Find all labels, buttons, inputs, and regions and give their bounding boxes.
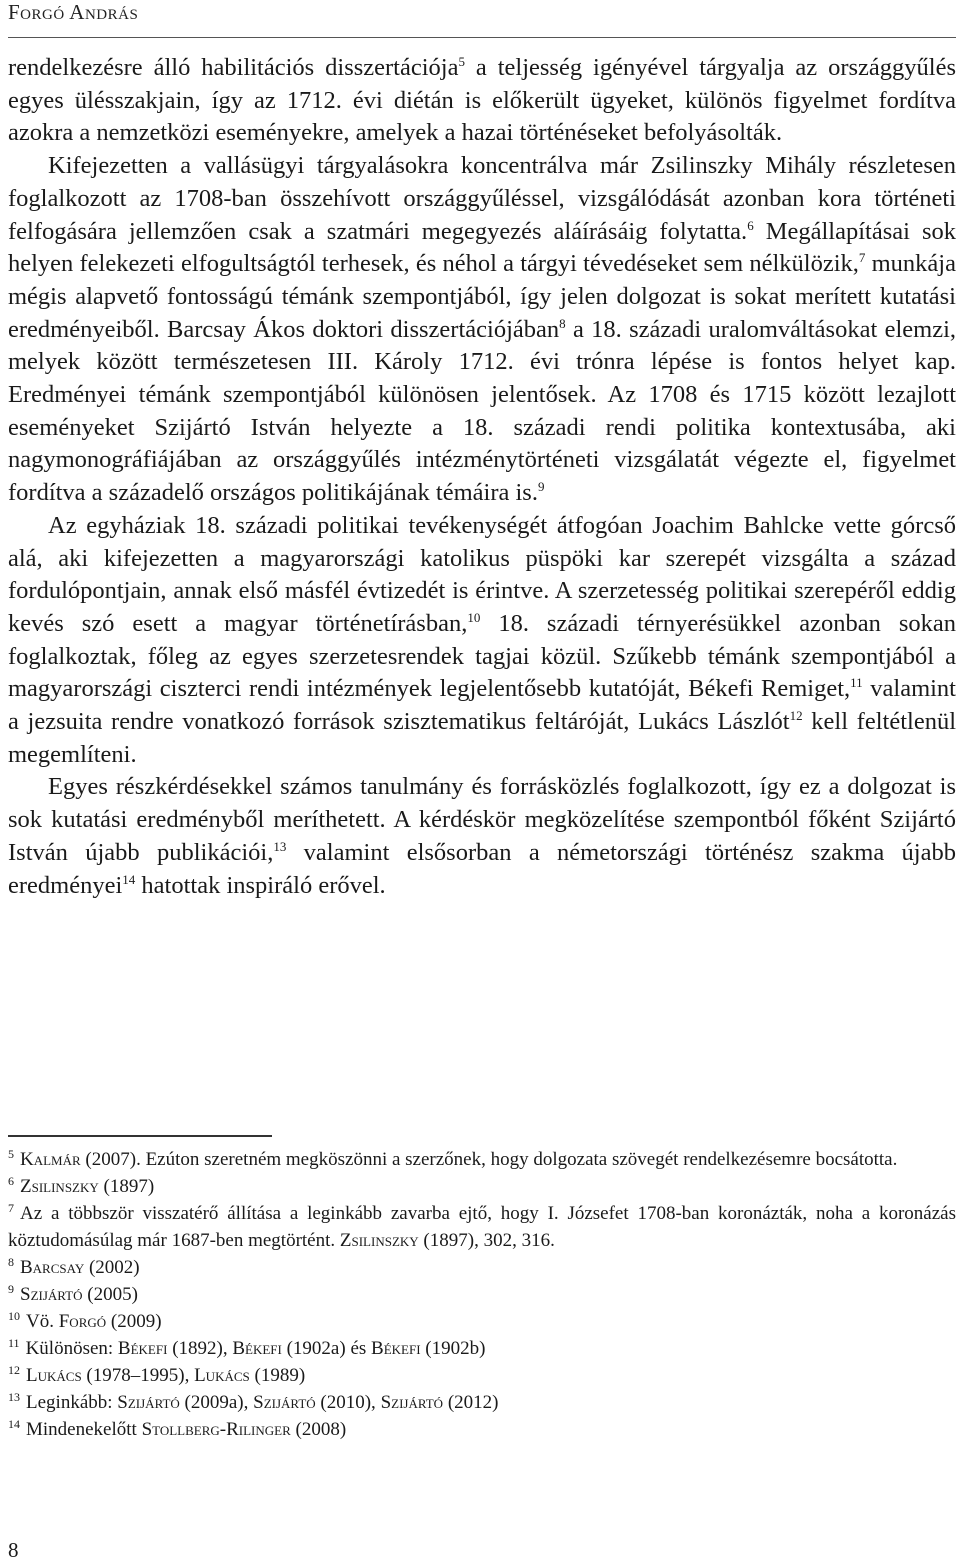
cited-author: Szijártó [380,1392,444,1413]
footnote-9 [8,1281,956,1308]
footnote-ref-11[interactable]: 11 [850,675,863,691]
footnote-ref-8[interactable]: 8 [559,315,566,331]
text-run: Megállapításai sok helyen felekezeti elfogultságtól terhesek, és néhol a tárgyi tévedéseket sem nélkülözik, [8,217,956,278]
footnote-ref-5[interactable]: 5 [458,53,465,69]
footnote-text: Leginkább: [26,1392,118,1413]
footnote-text: (1892), [167,1338,233,1359]
main-text [8,52,956,902]
footnote-text: (2007). Ezúton szeretném megköszönni a szerzőnek, hogy dolgozata szövegét rendelkezésemre bocsátotta. [80,1149,898,1170]
text-run: a teljesség igényével tárgyalja az országgyűlés egyes ülésszakjain, így az 1712. évi diétán is előkerült ügyeket, különös figyelmet fordítva azokra a nemzetközi eseményekre, amelyek a hazai történéseket befolyásolták. [8,54,956,147]
text-run: a 18. századi uralomváltásokat elemzi, melyek között természetesen III. Károly 1712. évi trónra lépése is fontos helyet kap. Eredményei témánk szempontjából különösen jelentősek. Az 1708 és 1715 között lezajlott eseményeket Szijártó István helyezte a 18. századi rendi politika kontextusába, aki nagymonográfiájában az országgyűlés intézménytörténeti vizsgálatát végezte el, figyelmet fordítva a századelő országos politikájának témáira is. [8,315,956,507]
cited-author: Kalmár [20,1149,81,1170]
text-run: rendelkezésre álló habilitációs disszertációja [8,54,459,81]
footnote-text: (2012) [443,1392,499,1413]
cited-author: Lukács [194,1365,250,1386]
cited-author: Szijártó [20,1284,83,1305]
header-rule [8,37,956,38]
footnote-number: 8 [8,1254,14,1269]
footnote-number: 13 [8,1389,20,1404]
footnote-text: (2008) [290,1419,347,1440]
footnote-ref-7[interactable]: 7 [858,250,866,266]
footnote-ref-6[interactable]: 6 [747,217,754,233]
footnote-text: (2005) [82,1284,138,1305]
footnote-8 [8,1254,956,1281]
footnote-text: (2002) [84,1257,140,1278]
cited-author: Békefi [232,1338,282,1359]
footnote-text: Mindenekelőtt [26,1419,142,1440]
text-run: Egyes részkérdésekkel számos tanulmány és forrásközlés foglalkozott, így ez a dolgozat is sok kutatási eredményből meríthetett. A kérdéskör megközelítése szempontból főként Szijártó István újabb publikációi, [8,773,956,866]
footnote-11 [8,1335,956,1362]
cited-author: Zsilinszky [20,1176,99,1197]
footnote-ref-14[interactable]: 14 [122,871,136,887]
text-run: Az egyháziak 18. századi politikai tevékenységét átfogóan Joachim Bahlcke vette górcső alá, aki kifejezetten a magyarországi katolikus püspöki kar szerepét vizsgálta a század fordulópontjain, annak első másfél évtizedét is érintve. A szerzetesség politikai szerepéről eddig kevés szó esett a magyar történetírásban, [8,511,956,637]
cited-author: Lukács [26,1365,82,1386]
footnote-10 [8,1308,956,1335]
footnote-number: 12 [8,1362,20,1377]
text-run: hatottak inspiráló erővel. [135,871,386,899]
footnote-number: 9 [8,1281,14,1296]
footnote-5 [8,1146,956,1173]
footnote-text: Különösen: [25,1338,118,1359]
page-number: 8 [8,1538,19,1562]
paragraph-2 [8,150,956,510]
footnote-text: (1902a) és [281,1338,372,1359]
footnote-6 [8,1173,956,1200]
cited-author: Békefi [371,1338,421,1359]
footnote-14 [8,1416,956,1443]
text-run: 18. századi térnyerésükkel azonban sokan foglalkoztak, főleg az egyes szerzetesrendek tagjai közül. Szűkebb témánk szempontjából a magyarországi ciszterci rendi intézmények legjelentősebb kutatóját, Békefi Remiget, [8,609,956,703]
footnote-number: 6 [8,1173,14,1188]
footnote-text: (2010), [315,1392,381,1413]
footnote-number: 7 [8,1200,14,1215]
paragraph-4 [8,771,956,902]
text-run: valamint elsősorban a németországi történész szakma újabb eredményei [8,838,956,899]
cited-author: Szijártó [117,1392,180,1413]
text-run: Kifejezetten a vallásügyi tárgyalásokra koncentrálva már Zsilinszky Mihály részletesen foglalkozott az 1708-ban összehívott országgyűléssel, vizsgálódását azonban kora történeti felfogására jellemzően csak a szatmári megegyezés aláírásáig folytatta. [8,152,956,245]
footnote-ref-10[interactable]: 10 [467,609,481,625]
footnote-7 [8,1200,956,1254]
cited-author: Barcsay [20,1257,85,1278]
footnote-ref-12[interactable]: 12 [789,707,803,723]
text-run: munkája mégis alapvető fontosságú témánk szempontjából, így jelen dolgozat is sokat merített kutatási eredményeiből. Barcsay Ákos doktori disszertációjában [8,250,956,343]
text-run: valamint a jezsuita rendre vonatkozó források szisztematikus feltáróját, Lukács Lászlót [8,675,956,736]
footnote-text: (2009a), [179,1392,254,1413]
footnote-12 [8,1362,956,1389]
footnote-number: 5 [8,1146,14,1161]
footnote-13 [8,1389,956,1416]
footnote-text: (1897) [98,1176,155,1197]
footnote-text: (1902b) [420,1338,486,1359]
cited-author: Szijártó [253,1392,316,1413]
footnote-text: (2009) [106,1311,162,1332]
cited-author: Stollberg-Rilinger [141,1419,291,1440]
paragraph-3 [8,510,956,772]
text-run: kell feltétlenül megemlíteni. [8,708,957,768]
footnote-number: 14 [8,1416,20,1431]
paragraph-1 [8,52,956,150]
footnote-separator [8,1135,272,1137]
footnote-ref-13[interactable]: 13 [273,838,287,854]
footnote-text: (1978–1995), [81,1365,195,1386]
cited-author: Zsilinszky [339,1230,419,1251]
footnote-number: 11 [8,1335,20,1350]
footnotes [8,1146,956,1443]
footnote-text: Vö. [26,1311,59,1332]
cited-author: Békefi [117,1338,168,1359]
running-head: Forgó András [8,0,139,24]
footnote-ref-9[interactable]: 9 [537,478,545,494]
footnote-text: Az a többször visszatérő állítása a leginkább zavarba ejtő, hogy I. Józsefet 1708-ban koronázták, noha a koronázás köztudomásúlag már 1687-ben megtörtént. [8,1203,956,1251]
cited-author: Forgó [58,1311,107,1332]
footnote-number: 10 [8,1308,20,1323]
footnote-text: (1989) [249,1365,306,1386]
footnote-text: (1897), 302, 316. [418,1230,555,1251]
